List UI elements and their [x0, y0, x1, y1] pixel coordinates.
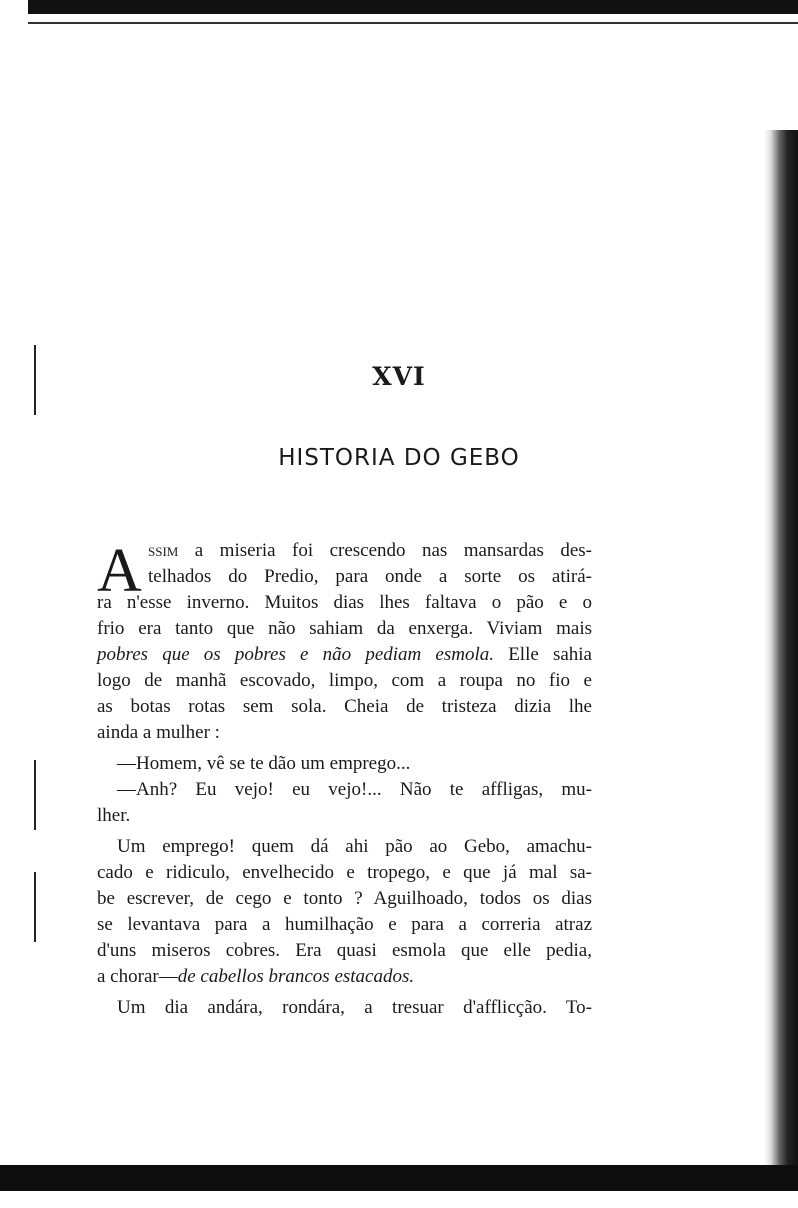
text-line: Um emprego! quem dá ahi pão ao Gebo, amachu- [117, 836, 592, 857]
italic-phrase: pobres que os pobres e não pediam esmola. [97, 644, 495, 665]
drop-cap: A [97, 537, 142, 605]
text-line: a chorar—de cabellos brancos estacados. [97, 966, 415, 987]
text-line: ainda a mulher : [97, 722, 220, 743]
text-line: pobres que os pobres e não pediam esmola. Elle sahia [97, 644, 592, 665]
first-word: ssim [148, 540, 179, 561]
text-line: ssim a miseria foi crescendo nas mansardas des- [148, 540, 592, 561]
chapter-number: XVI [372, 362, 426, 391]
text-line: —Anh? Eu vejo! eu vejo!... Não te affligas, mu- [117, 779, 592, 800]
text-line: Um dia andára, rondára, a tresuar d'afflicção. To- [117, 997, 592, 1018]
scan-border-top [28, 0, 798, 14]
text-line: telhados do Predio, para onde a sorte os atirá- [148, 566, 592, 587]
text-line: as botas rotas sem sola. Cheia de tristeza dizia lhe [97, 696, 592, 717]
text-line: cado e ridiculo, envelhecido e tropego, e que já mal sa- [97, 862, 592, 883]
text-line: frio era tanto que não sahiam da enxerga. Viviam mais [97, 618, 592, 639]
text-line: lher. [97, 805, 131, 826]
text-line: ra n'esse inverno. Muitos dias lhes faltava o pão e o [97, 592, 592, 613]
scan-border-bottom [0, 1165, 798, 1191]
text-line: be escrever, de cego e tonto ? Aguilhoado, todos os dias [97, 888, 592, 909]
margin-mark [34, 760, 36, 830]
scan-rule-top [28, 22, 798, 24]
text-line: —Homem, vê se te dão um emprego... [117, 753, 411, 774]
text-line: se levantava para a humilhação e para a correria atraz [97, 914, 592, 935]
scan-page-edge [764, 130, 798, 1165]
text-line: d'uns miseros cobres. Era quasi esmola que elle pedia, [97, 940, 592, 961]
margin-mark [34, 872, 36, 942]
text-line: logo de manhã escovado, limpo, com a roupa no fio e [97, 670, 592, 691]
chapter-title: HISTORIA DO GEBO [278, 445, 520, 471]
italic-phrase: de cabellos brancos estacados. [177, 966, 415, 987]
